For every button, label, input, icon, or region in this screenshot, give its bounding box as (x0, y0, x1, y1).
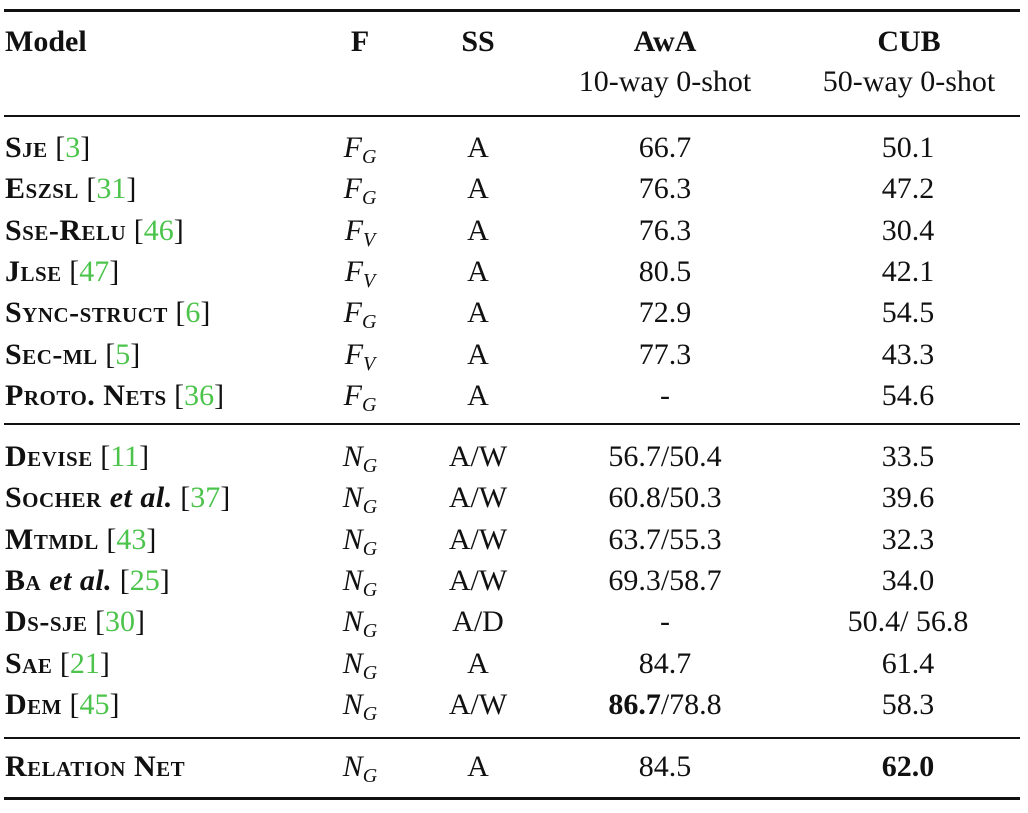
ss-cell: A (467, 378, 489, 412)
header-f-label: F (350, 25, 370, 58)
feature-subscript: G (362, 537, 378, 560)
model-cell (5, 251, 119, 292)
feature-base: F (343, 378, 362, 412)
model-cell (5, 292, 210, 333)
awa-value: 56.7/50.4 (608, 440, 722, 473)
header-awa-label: AwA (633, 25, 697, 58)
model-name-text: Socher (5, 481, 102, 515)
awa-cell (565, 746, 765, 787)
citation: [31] (86, 172, 137, 206)
cub-value: 50.1 (881, 131, 935, 164)
model-cell (5, 519, 156, 560)
model-name (5, 688, 62, 721)
awa-cell (565, 375, 765, 416)
awa-value: 84.5 (638, 750, 692, 783)
cub-cell (808, 334, 1008, 375)
citation-ref[interactable]: 25 (129, 563, 160, 597)
model-name (5, 338, 98, 371)
model-name (5, 523, 99, 556)
header-awa (555, 22, 775, 112)
model-name-text: Devise (5, 440, 93, 473)
feature-cell (310, 601, 410, 646)
feature-cell (310, 519, 410, 564)
awa-cell (565, 601, 765, 642)
awa-value: 76.3 (638, 213, 692, 247)
feature-subscript: G (361, 146, 377, 168)
citation: [47] (69, 254, 120, 288)
model-name-text: Mtmdl (5, 522, 99, 556)
feature-cell (310, 477, 410, 522)
model-cell (5, 436, 149, 477)
model-cell (5, 477, 230, 518)
model-name (5, 481, 173, 514)
awa-cell (565, 168, 765, 209)
feature-subscript: G (362, 620, 378, 643)
cub-value: 34.0 (881, 563, 935, 597)
feature-cell (310, 643, 410, 688)
citation-ref[interactable]: 30 (105, 605, 136, 639)
feature-base: F (343, 172, 362, 206)
awa-value: 76.3 (638, 172, 692, 206)
top-rule (4, 9, 1020, 12)
cub-cell (808, 643, 1008, 684)
ss-cell: A/D (452, 605, 504, 639)
cub-cell (808, 746, 1008, 787)
cub-cell (808, 560, 1008, 601)
feature-base: F (344, 337, 364, 371)
model-etal: et al. (49, 563, 113, 597)
cub-cell (808, 477, 1008, 518)
cub-value: 32.3 (881, 522, 935, 556)
awa-cell (565, 519, 765, 560)
cub-value: 61.4 (881, 646, 935, 680)
model-name-text: Eszsl (5, 172, 79, 206)
citation: [45] (69, 687, 120, 721)
feature-subscript: G (362, 578, 378, 601)
model-name (5, 750, 185, 783)
cub-best-value: 62.0 (881, 750, 935, 783)
model-name-text: Ba (5, 563, 42, 597)
feature-subscript: G (361, 393, 377, 416)
group-rule-1 (4, 423, 1020, 425)
cub-value: 50.4/ 56.8 (847, 605, 969, 639)
feature-subscript: G (361, 187, 377, 210)
awa-value: /78.8 (660, 687, 722, 721)
feature-cell (310, 251, 410, 296)
table-row (0, 684, 1028, 725)
awa-value: 84.7 (638, 646, 692, 680)
awa-value: 69.3/58.7 (608, 563, 722, 597)
awa-cell (565, 477, 765, 518)
ss-cell: A (467, 131, 489, 164)
cub-cell (808, 210, 1008, 251)
table-row (0, 436, 1028, 477)
model-cell (5, 334, 140, 375)
citation: [6] (175, 296, 211, 330)
ss-cell: A (467, 750, 489, 783)
table-row (0, 127, 1028, 168)
awa-value: - (660, 605, 670, 639)
table-row (0, 746, 1028, 787)
feature-base: N (342, 440, 363, 473)
feature-cell (310, 168, 410, 213)
model-name-text: Sec-ml (5, 337, 98, 371)
citation-ref[interactable]: 37 (190, 481, 221, 515)
bottom-rule (4, 797, 1020, 800)
model-cell (5, 560, 170, 601)
feature-base: N (342, 481, 363, 515)
table-row (0, 168, 1028, 209)
ss-cell: A/W (448, 687, 508, 721)
model-name (5, 564, 112, 597)
model-name-text: Proto. Nets (5, 378, 167, 412)
feature-cell (310, 746, 410, 791)
awa-cell (565, 210, 765, 251)
feature-cell (310, 210, 410, 255)
citation-ref[interactable]: 47 (79, 254, 110, 288)
header-model (5, 22, 87, 112)
model-name (5, 605, 88, 638)
header-ss (428, 22, 528, 112)
ss-cell: A (467, 254, 489, 288)
model-name (5, 647, 52, 680)
citation: [25] (119, 563, 170, 597)
awa-value: 80.5 (638, 254, 692, 288)
awa-value: - (660, 378, 670, 412)
model-name-text: Jlse (5, 254, 62, 288)
awa-value: 63.7/55.3 (608, 522, 722, 556)
model-name-text: Sync-struct (5, 296, 168, 330)
feature-cell (310, 436, 410, 481)
model-cell (5, 375, 224, 416)
feature-subscript: G (362, 765, 378, 787)
cub-value: 43.3 (881, 337, 935, 371)
feature-cell (310, 292, 410, 337)
awa-cell (565, 292, 765, 333)
feature-subscript: V (363, 228, 376, 251)
awa-value: 66.7 (638, 131, 692, 164)
model-name (5, 214, 126, 247)
header-rule (4, 115, 1020, 117)
ss-cell: A (467, 296, 489, 330)
model-name (5, 172, 79, 205)
cub-cell (808, 519, 1008, 560)
feature-cell (310, 684, 410, 729)
citation-ref[interactable]: 6 (185, 296, 201, 330)
cub-cell (808, 292, 1008, 333)
header-cub (800, 22, 1018, 112)
feature-base: F (344, 254, 364, 288)
citation-ref[interactable]: 11 (110, 440, 140, 473)
feature-cell (310, 334, 410, 379)
citation-ref[interactable]: 31 (96, 172, 127, 206)
model-cell (5, 601, 145, 642)
feature-base: N (342, 750, 363, 783)
awa-cell (565, 251, 765, 292)
citation-ref[interactable]: 45 (79, 687, 110, 721)
model-name (5, 131, 48, 164)
ss-cell: A (467, 646, 489, 680)
citation: [11] (100, 440, 150, 473)
awa-best-value: 86.7 (608, 687, 661, 721)
table-row (0, 251, 1028, 292)
cub-cell (808, 375, 1008, 416)
feature-subscript: G (362, 702, 378, 725)
model-cell (5, 168, 136, 209)
model-name-text: Sae (5, 646, 53, 680)
ss-cell: A/W (448, 563, 508, 597)
feature-subscript: G (362, 455, 378, 477)
model-name-text: Dem (5, 687, 62, 721)
feature-cell (310, 127, 410, 172)
ss-cell: A (467, 172, 489, 206)
cub-cell (808, 436, 1008, 477)
table-row (0, 560, 1028, 601)
awa-value: 72.9 (638, 296, 692, 330)
citation: [3] (55, 131, 91, 164)
model-cell (5, 643, 110, 684)
feature-base: N (342, 522, 363, 556)
feature-base: N (342, 646, 363, 680)
awa-cell (565, 436, 765, 477)
model-name-text: Relation Net (5, 750, 186, 783)
feature-cell (310, 375, 410, 420)
cub-value: 33.5 (881, 440, 935, 473)
cub-cell (808, 601, 1008, 642)
model-cell (5, 684, 120, 725)
cub-value: 54.6 (881, 378, 935, 412)
feature-cell (310, 560, 410, 605)
table-row (0, 292, 1028, 333)
citation: [36] (174, 378, 225, 412)
model-name-text: Ds-sje (5, 605, 88, 639)
ss-cell: A (467, 213, 489, 247)
model-name-text: Sje (5, 131, 48, 164)
table-row (0, 334, 1028, 375)
model-name-text: Sse-Relu (5, 213, 127, 247)
citation-ref[interactable]: 43 (116, 522, 147, 556)
header-model-label: Model (5, 25, 87, 58)
cub-value: 39.6 (881, 481, 935, 515)
model-cell (5, 127, 90, 168)
feature-subscript: G (361, 311, 377, 334)
feature-base: F (343, 296, 362, 330)
feature-base: F (344, 213, 364, 247)
table-row (0, 210, 1028, 251)
cub-cell (808, 168, 1008, 209)
awa-cell (565, 127, 765, 168)
citation: [43] (106, 522, 157, 556)
awa-value: 77.3 (638, 337, 692, 371)
citation: [21] (59, 646, 110, 680)
header-awa-sub: 10-way 0-shot (578, 65, 752, 98)
awa-cell (565, 684, 765, 725)
feature-subscript: V (363, 352, 376, 375)
citation: [5] (105, 337, 141, 371)
header-f (310, 22, 410, 112)
cub-value: 30.4 (881, 213, 935, 247)
model-name (5, 379, 167, 412)
feature-base: N (342, 605, 363, 639)
citation: [37] (180, 481, 231, 515)
header-cub-sub: 50-way 0-shot (822, 65, 996, 98)
cub-cell (808, 251, 1008, 292)
awa-cell (565, 334, 765, 375)
group-rule-2 (4, 737, 1020, 739)
citation-ref[interactable]: 5 (115, 337, 131, 371)
citation: [46] (133, 213, 184, 247)
model-name (5, 440, 93, 473)
ss-cell: A (467, 337, 489, 371)
cub-value: 42.1 (881, 254, 935, 288)
cub-value: 54.5 (881, 296, 935, 330)
header-ss-label: SS (461, 25, 495, 58)
feature-subscript: G (362, 661, 378, 684)
table-row (0, 375, 1028, 416)
table-row (0, 519, 1028, 560)
model-etal: et al. (109, 481, 173, 515)
citation-ref[interactable]: 36 (184, 378, 215, 412)
awa-value: 60.8/50.3 (608, 481, 722, 515)
awa-cell (565, 643, 765, 684)
feature-base: N (342, 563, 363, 597)
citation-ref[interactable]: 3 (65, 131, 81, 164)
citation-ref[interactable]: 46 (143, 213, 174, 247)
feature-subscript: G (362, 496, 378, 519)
cub-cell (808, 127, 1008, 168)
citation: [30] (95, 605, 146, 639)
table-row (0, 601, 1028, 642)
table-row (0, 643, 1028, 684)
ss-cell: A/W (448, 440, 508, 473)
model-cell (5, 746, 185, 787)
model-name (5, 255, 62, 288)
model-cell (5, 210, 184, 251)
table-row (0, 477, 1028, 518)
cub-value: 47.2 (881, 172, 935, 206)
awa-cell (565, 560, 765, 601)
cub-cell (808, 684, 1008, 725)
citation-ref[interactable]: 21 (69, 646, 100, 680)
header-cub-label: CUB (877, 25, 941, 58)
feature-base: F (343, 131, 362, 164)
cub-value: 58.3 (881, 687, 935, 721)
ss-cell: A/W (448, 522, 508, 556)
ss-cell: A/W (448, 481, 508, 515)
feature-base: N (342, 687, 363, 721)
feature-subscript: V (363, 269, 376, 292)
model-name (5, 296, 168, 329)
